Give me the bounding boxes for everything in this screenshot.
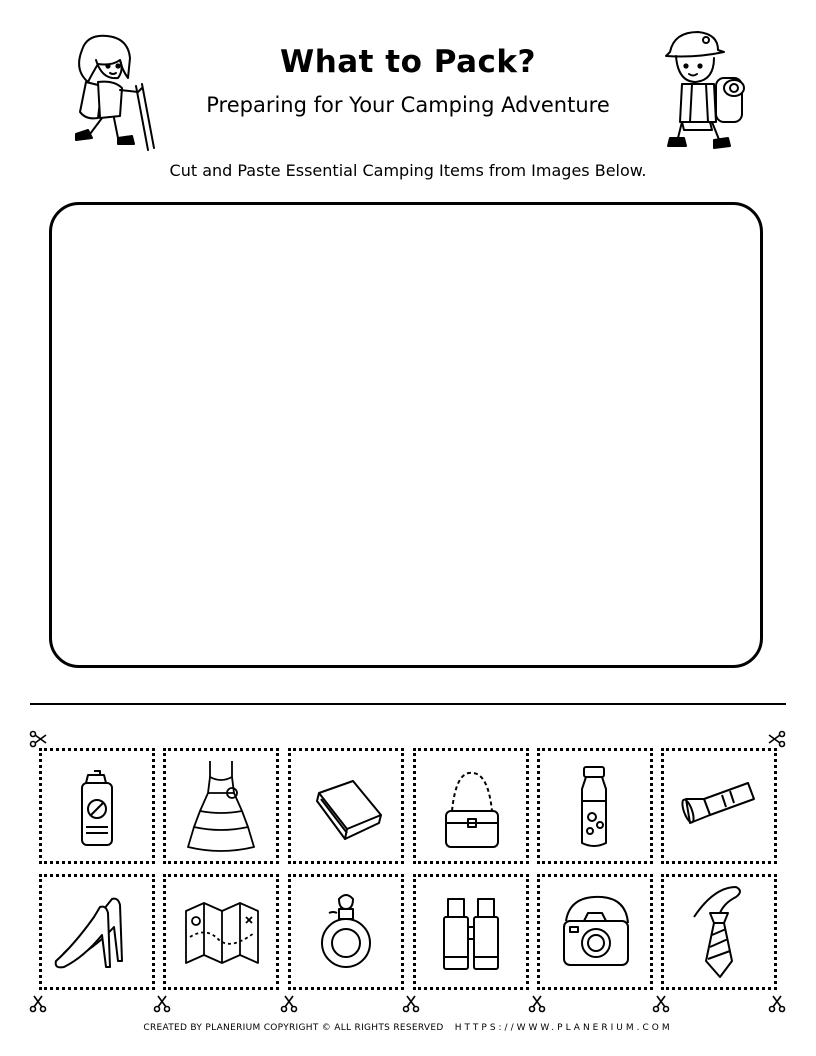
- camera-icon: [540, 877, 650, 987]
- website-link[interactable]: HTTPS://WWW.PLANERIUM.COM: [454, 1023, 673, 1033]
- copyright-text: CREATED BY PLANERIUM COPYRIGHT © ALL RIGHTS RESERVED: [143, 1023, 444, 1033]
- item-card-folded-map[interactable]: [163, 874, 279, 990]
- item-card-water-bottle[interactable]: [537, 748, 653, 864]
- scissors-icon: [768, 995, 786, 1013]
- scissors-icon: [528, 995, 546, 1013]
- scissors-icon: [280, 995, 298, 1013]
- item-card-camera[interactable]: [537, 874, 653, 990]
- item-card-flashlight[interactable]: [661, 748, 777, 864]
- flashlight-icon: [664, 751, 774, 861]
- item-card-high-heels[interactable]: [39, 874, 155, 990]
- party-dress-icon: [166, 751, 276, 861]
- item-card-book[interactable]: [288, 748, 404, 864]
- paste-area[interactable]: [49, 202, 763, 668]
- folded-map-icon: [166, 877, 276, 987]
- instruction-text: Cut and Paste Essential Camping Items from Images Below.: [169, 161, 647, 180]
- item-card-necktie[interactable]: [661, 874, 777, 990]
- binoculars-icon: [416, 877, 526, 987]
- handbag-icon: [416, 751, 526, 861]
- item-card-handbag[interactable]: [413, 748, 529, 864]
- water-bottle-icon: [540, 751, 650, 861]
- page-subtitle: Preparing for Your Camping Adventure: [206, 93, 610, 117]
- scissors-icon: [29, 730, 47, 748]
- necktie-icon: [664, 877, 774, 987]
- perfume-icon: [291, 877, 401, 987]
- item-card-party-dress[interactable]: [163, 748, 279, 864]
- scissors-icon: [402, 995, 420, 1013]
- item-card-bug-spray[interactable]: [39, 748, 155, 864]
- scissors-icon: [29, 995, 47, 1013]
- scissors-icon: [652, 995, 670, 1013]
- scissors-icon: [768, 730, 786, 748]
- cut-divider-line: [30, 703, 786, 705]
- scissors-icon: [153, 995, 171, 1013]
- footer-credit: [0, 1023, 816, 1033]
- item-card-perfume[interactable]: [288, 874, 404, 990]
- item-card-binoculars[interactable]: [413, 874, 529, 990]
- bug-spray-icon: [42, 751, 152, 861]
- high-heels-icon: [42, 877, 152, 987]
- book-icon: [291, 751, 401, 861]
- page-title: What to Pack?: [280, 44, 536, 80]
